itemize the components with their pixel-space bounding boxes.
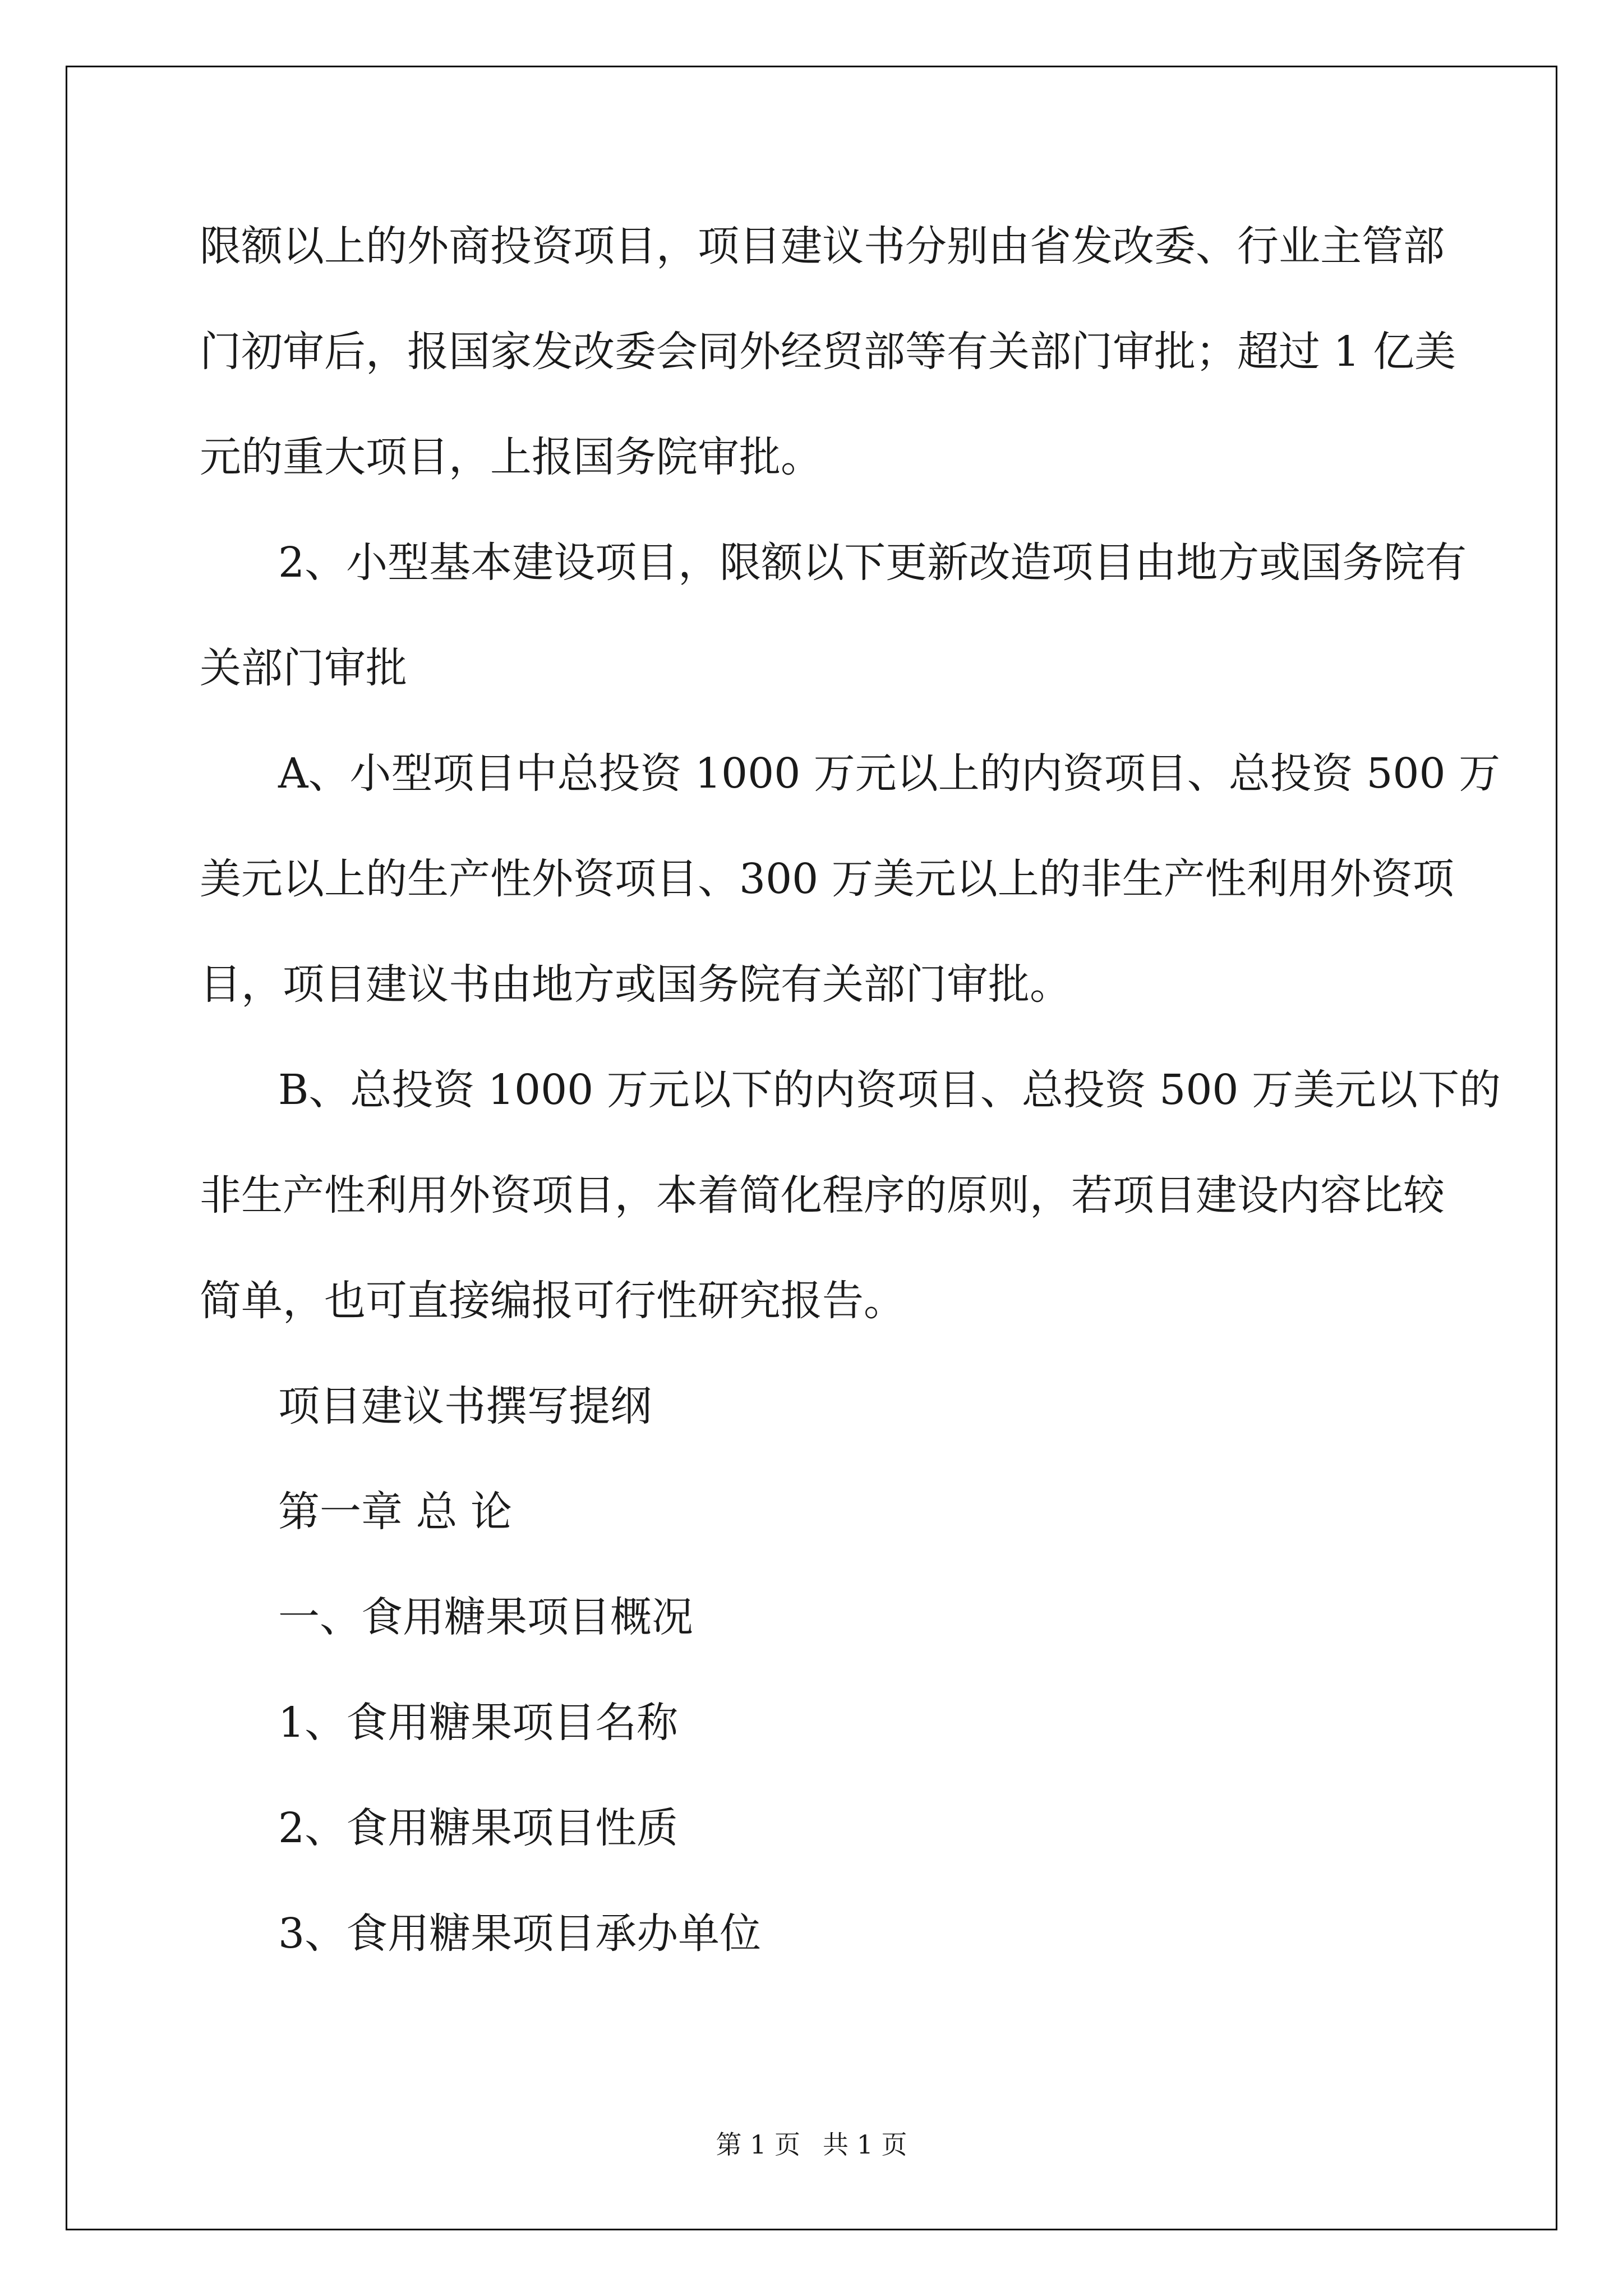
body-line: 目，项目建议书由地方或国务院有关部门审批。 [200, 960, 1071, 1009]
list-item: 2、食用糖果项目性质 [278, 1804, 679, 1852]
page-number-total: 共 1 页 [823, 2129, 907, 2160]
body-line: 非生产性利用外资项目，本着简化程序的原则，若项目建设内容比较 [200, 1171, 1445, 1220]
section-heading: 项目建议书撰写提纲 [278, 1382, 652, 1430]
page-border [66, 66, 1557, 2230]
page-number-current: 第 1 页 [716, 2129, 800, 2160]
chapter-heading: 第一章 总 论 [278, 1488, 513, 1536]
body-line: B、总投资 1000 万元以下的内资项目、总投资 500 万美元以下的 [278, 1066, 1501, 1114]
body-line: 元的重大项目，上报国务院审批。 [200, 433, 822, 481]
body-line: 美元以上的生产性外资项目、300 万美元以上的非生产性利用外资项 [200, 855, 1454, 903]
list-item: 3、食用糖果项目承办单位 [278, 1910, 762, 1958]
page-footer [0, 2129, 1623, 2160]
body-line: 门初审后，报国家发改委会同外经贸部等有关部门审批；超过 1 亿美 [200, 328, 1456, 376]
list-item: 一、食用糖果项目概况 [278, 1593, 693, 1641]
body-line: 关部门审批 [200, 644, 407, 692]
list-item: 1、食用糖果项目名称 [278, 1699, 679, 1747]
body-line: A、小型项目中总投资 1000 万元以上的内资项目、总投资 500 万 [278, 749, 1501, 798]
body-line: 简单，也可直接编报可行性研究报告。 [200, 1277, 905, 1325]
body-line: 限额以上的外商投资项目，项目建议书分别由省发改委、行业主管部 [200, 222, 1445, 270]
body-line: 2、小型基本建设项目，限额以下更新改造项目由地方或国务院有 [278, 539, 1467, 587]
